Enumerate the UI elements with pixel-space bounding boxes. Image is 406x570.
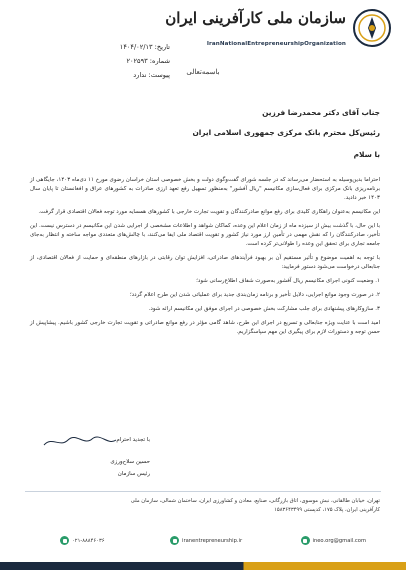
recipient-name: جناب آقای دکتر محمدرضا فرزین [262,108,380,117]
phone-text: ۰۲۱-۸۸۸۴۶۰۳۶ [72,537,105,544]
recipient-title: رئیس‌کل محترم بانک مرکزی جمهوری اسلامی ایران [192,128,380,137]
globe-icon [170,536,179,545]
email-contact[interactable] [301,536,366,545]
footer-address: تهران، خیابان طالقانی، نبش موسوی، اتاق بازرگانی، صنایع، معادن و کشاورزی ایران، ساختمان شمالی، سازمان ملی کارآفرینی ایران، پلاک ۱۷۵، کدپستی ۱۵۸۳۶۴۳۴۹۹ [130,498,380,513]
letter-body [30,176,380,342]
organization-name-en: IranNationalEntrepreneurshipOrganization [206,41,346,47]
signer-name: حسین سلاح‌ورزی [110,459,150,465]
footer-contacts [20,536,386,550]
organization-logo-icon [352,8,392,48]
list-item: ۲. در صورت وجود موانع اجرایی، دلایل تأخیر و برنامه زمان‌بندی جدید برای عملیاتی شدن این طرح اعلام گردد؛ [129,292,380,298]
footer-divider [25,491,381,492]
paragraph: امید است با عنایت ویژه جنابعالی و تسریع در اجرای این طرح، شاهد گامی مؤثر در رفع موانع صادراتی و تقویت تجارت خارجی کشور باشیم. پیشاپیش از حسن توجه و دستورات لازم برای پیگیری این مهم سپاسگزاریم. [30,320,380,335]
phone-icon [60,536,69,545]
closing-phrase: با تجدید احترام [116,437,150,443]
letter-number: شماره: ۲۰۲۵۹۳ [126,57,170,65]
paragraph: با توجه به اهمیت موضوع و تأثیر مستقیم آن بر بهبود فرآیندهای صادراتی، افزایش توان رقابتی در بازارهای منطقه‌ای و حمایت از فعالان اقتصادی، از جنابعالی درخواست می‌شود دستور فرمایید: [30,255,380,270]
letter-date: تاریخ: ۱۴۰۴/۰۲/۱۳ [119,43,170,51]
website-text: iranentrepreneurship.ir [182,537,243,544]
greeting: با سلام [353,150,380,159]
footer-stripe [0,562,406,570]
letter-attachment: پیوست: ندارد [133,71,170,79]
email-text: ineo.org@gmail.com [312,537,366,544]
website-contact[interactable] [170,536,242,545]
signature-block [30,434,150,480]
paragraph: این مکانیسم به‌عنوان راهکاری کلیدی برای رفع موانع صادرکنندگان و تقویت تجارت خارجی با کشورهای همسایه مورد توجه فعالان اقتصادی قرار گرفت. [38,209,380,215]
email-icon [301,536,310,545]
paragraph: با این حال، با گذشت بیش از سیزده ماه از زمان اعلام این وعده، کماکان شواهد و اطلاعات مشخصی از اجرایی شدن این مکانیسم در دسترس نیست. این تأخیر، صادرکنندگان را که نقش مهمی در تأمین ارز مورد نیاز کشور و تقویت اقتصاد ملی ایفا می‌کنند، با چالش‌های متعددی مواجه ساخته و انتظار به‌جای جامعه تجاری برای تحقق این وعده را طولانی‌تر کرده است. [30,223,380,247]
paragraph: احتراما بدین‌وسیله به استحضار می‌رساند که در جلسه شورای گفت‌وگوی دولت و بخش خصوصی استان خراسان رضوی مورخ ۱۱ دی‌ماه ۱۴۰۳، جایگاهی از برنامه‌ریزی بانک مرکزی برای فعال‌سازی مکانیسم "ریال آفشور" به‌منظور تسهیل رفع تعهد ارزی صادرات به کشورهای عراق و افغانستان تا پایان سال ۱۴۰۳ خبر دادید. [30,177,380,201]
list-item: ۱. وضعیت کنونی اجرای مکانیسم ریال آفشور به‌صورت شفاف اطلاع‌رسانی شود؛ [196,278,380,284]
phone-contact[interactable] [60,536,105,545]
organization-name-fa: سازمان ملی کارآفرینی ایران [165,9,346,27]
list-item: ۳. سازوکارهای پیشنهادی برای جلب مشارکت بخش خصوصی در اجرای موفق این مکانیسم ارائه شود. [148,306,380,312]
bismillah: باسمه‌تعالی [186,68,220,76]
signer-title: رئیس سازمان [117,471,150,477]
